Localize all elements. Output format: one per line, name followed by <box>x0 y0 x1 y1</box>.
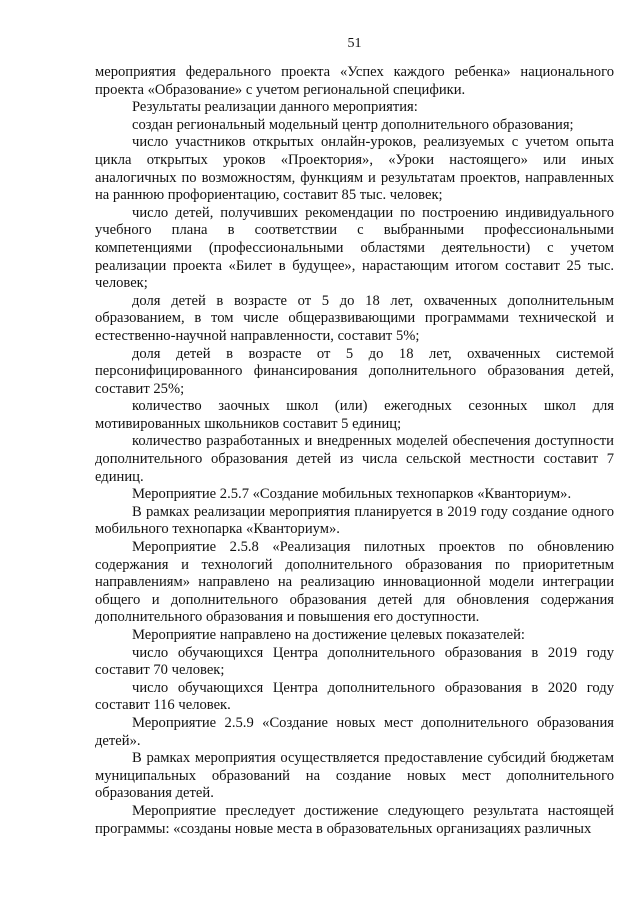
paragraph: В рамках реализации мероприятия планируется в 2019 году создание одного мобильного технопарка «Кванториум». <box>95 503 614 538</box>
paragraph: Мероприятие 2.5.7 «Создание мобильных технопарков «Кванториум». <box>132 486 572 503</box>
paragraph: Мероприятие 2.5.8 «Реализация пилотных проектов по обновлению содержания и технологий дополнительного образования по приоритетным направлениям» направлено на реализацию инновационной модели интеграции общего и дополнительного образования детей для обновления содержания дополнительного образования и повышения его доступности. <box>95 539 614 626</box>
paragraph: В рамках мероприятия осуществляется предоставление субсидий бюджетам муниципальных образований на создание новых мест дополнительного образования детей. <box>95 750 614 802</box>
paragraph: число детей, получивших рекомендации по построению индивидуального учебного плана в соответствии с выбранными профессиональными компетенциями (профессиональными областями деятельности) с учетом реализации проекта «Билет в будущее», нарастающим итогом составит 25 тыс. человек; <box>95 204 614 292</box>
body-text <box>95 64 614 838</box>
paragraph: число обучающихся Центра дополнительного образования в 2019 году составит 70 человек; <box>95 644 614 679</box>
paragraph: доля детей в возрасте от 5 до 18 лет, охваченных дополнительным образованием, в том числе общеразвивающими программами технической и естественно-научной направленности, составит 5%; <box>95 292 614 344</box>
paragraph: число участников открытых онлайн-уроков, реализуемых с учетом опыта цикла открытых уроков «Проектория», «Уроки настоящего» или иных аналогичных по возможностям, функциям и результатам проектов, направленных на раннюю профориентацию, составит 85 тыс. человек; <box>95 134 614 204</box>
paragraph: Мероприятие 2.5.9 «Создание новых мест дополнительного образования детей». <box>95 714 614 749</box>
paragraph: Мероприятие направлено на достижение целевых показателей: <box>132 627 525 643</box>
paragraph: Мероприятие преследует достижение следующего результата настоящей программы: «созданы новые места в образовательных организациях различных <box>95 802 614 837</box>
paragraph: Результаты реализации данного мероприятия: <box>132 99 418 116</box>
paragraph: доля детей в возрасте от 5 до 18 лет, охваченных системой персонифицированного финансирования дополнительного образования детей, составит 25%; <box>95 345 614 397</box>
paragraph: создан региональный модельный центр дополнительного образования; <box>132 116 574 133</box>
paragraph: количество разработанных и внедренных моделей обеспечения доступности дополнительного образования детей из числа сельской местности составит 7 единиц. <box>95 433 614 485</box>
paragraph: число обучающихся Центра дополнительного образования в 2020 году составит 116 человек. <box>95 679 614 714</box>
paragraph: мероприятия федерального проекта «Успех каждого ребенка» национального проекта «Образование» с учетом региональной специфики. <box>95 64 614 98</box>
paragraph: количество заочных школ (или) ежегодных сезонных школ для мотивированных школьников составит 5 единиц; <box>95 398 614 432</box>
page-number: 51 <box>347 36 362 51</box>
